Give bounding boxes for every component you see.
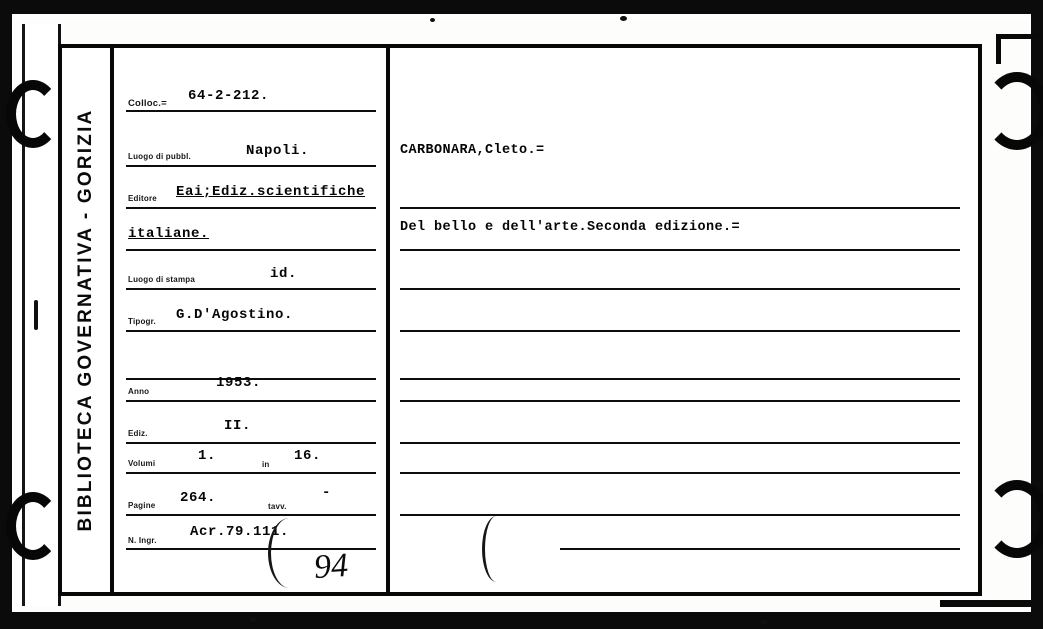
field-value-tipografo: G.D'Agostino. [176,307,294,323]
pencil-paren-mark [482,516,511,582]
entry-rule [560,548,960,550]
scan-edge-gap [0,14,1043,19]
field-rule [126,165,376,167]
card-fields-column [118,48,390,592]
entry-rule [400,330,960,332]
scan-speckle [250,617,256,622]
field-caption-tipografo: Tipogr. [128,317,156,326]
field-rule [126,288,376,290]
field-rule [126,442,376,444]
field-rule [126,400,376,402]
field-rule [126,207,376,209]
handwritten-number: 94 [312,546,350,587]
field-rule [126,330,376,332]
field-caption-editore: Editore [128,194,157,203]
field-value-luogo-stampa: id. [270,266,298,282]
scan-speckle [34,300,38,330]
entry-author: CARBONARA,Cleto.= [400,143,545,158]
entry-rule [400,207,960,209]
registration-bracket-right-top-icon [984,72,1043,150]
field-caption-volumi: Volumi [128,459,156,468]
scan-speckle [430,18,435,22]
entry-rule [400,249,960,251]
field-value-anno: 1953. [216,375,262,391]
scan-edge-bottom [0,612,1043,629]
field-caption-pagine: Pagine [128,501,156,510]
field-rule [126,249,376,251]
registration-bracket-left-bottom-icon [6,492,60,560]
field-caption-numero-ingresso: N. Ingr. [128,536,157,545]
entry-title: Del bello e dell'arte.Seconda edizione.= [400,220,741,235]
entry-rule [400,472,960,474]
entry-rule [400,378,960,380]
field-value-editore-continued: italiane. [128,226,210,242]
field-value-colloc: 64-2-212. [188,88,270,104]
field-value-volumi-format: 16. [294,448,322,464]
field-value-editore: Eai;Ediz.scientifiche [176,184,366,200]
registration-bracket-right-bottom-icon [984,480,1043,558]
field-caption-edizione: Ediz. [128,429,148,438]
corner-mark-top-right-vertical [996,34,1001,64]
field-value-pagine: 264. [180,490,217,506]
registration-bracket-left-top-icon [6,80,60,148]
field-caption-tavole: tavv. [268,502,287,511]
field-rule [126,472,376,474]
entry-rule [400,288,960,290]
field-value-tavole: - [322,485,332,501]
entry-rule [400,442,960,444]
entry-rule [400,400,960,402]
catalogue-card [58,44,982,596]
field-value-numero-ingresso: Acr.79.111. [190,524,290,540]
card-entry-column [394,48,978,592]
scan-speckle [620,16,627,21]
corner-mark-bottom-right [940,600,1032,607]
field-value-luogo-pubbl: Napoli. [246,143,310,159]
library-spine-label: BIBLIOTECA GOVERNATIVA - GORIZIA [75,108,96,532]
field-caption-volumi-format: in [262,460,270,469]
field-caption-anno: Anno [128,387,150,396]
card-spine [62,48,114,592]
scan-edge-top [0,0,1043,14]
field-value-edizione: II. [224,418,252,434]
corner-mark-top-right-horizontal [996,34,1040,39]
field-caption-luogo-pubbl: Luogo di pubbl. [128,152,191,161]
scan-speckle [760,620,768,624]
field-rule [126,514,376,516]
field-caption-luogo-stampa: Luogo di stampa [128,275,195,284]
field-rule [126,110,376,112]
entry-rule [400,514,960,516]
pencil-mark [268,518,311,588]
field-caption-colloc: Colloc.= [128,98,167,109]
field-value-volumi: 1. [198,448,217,464]
